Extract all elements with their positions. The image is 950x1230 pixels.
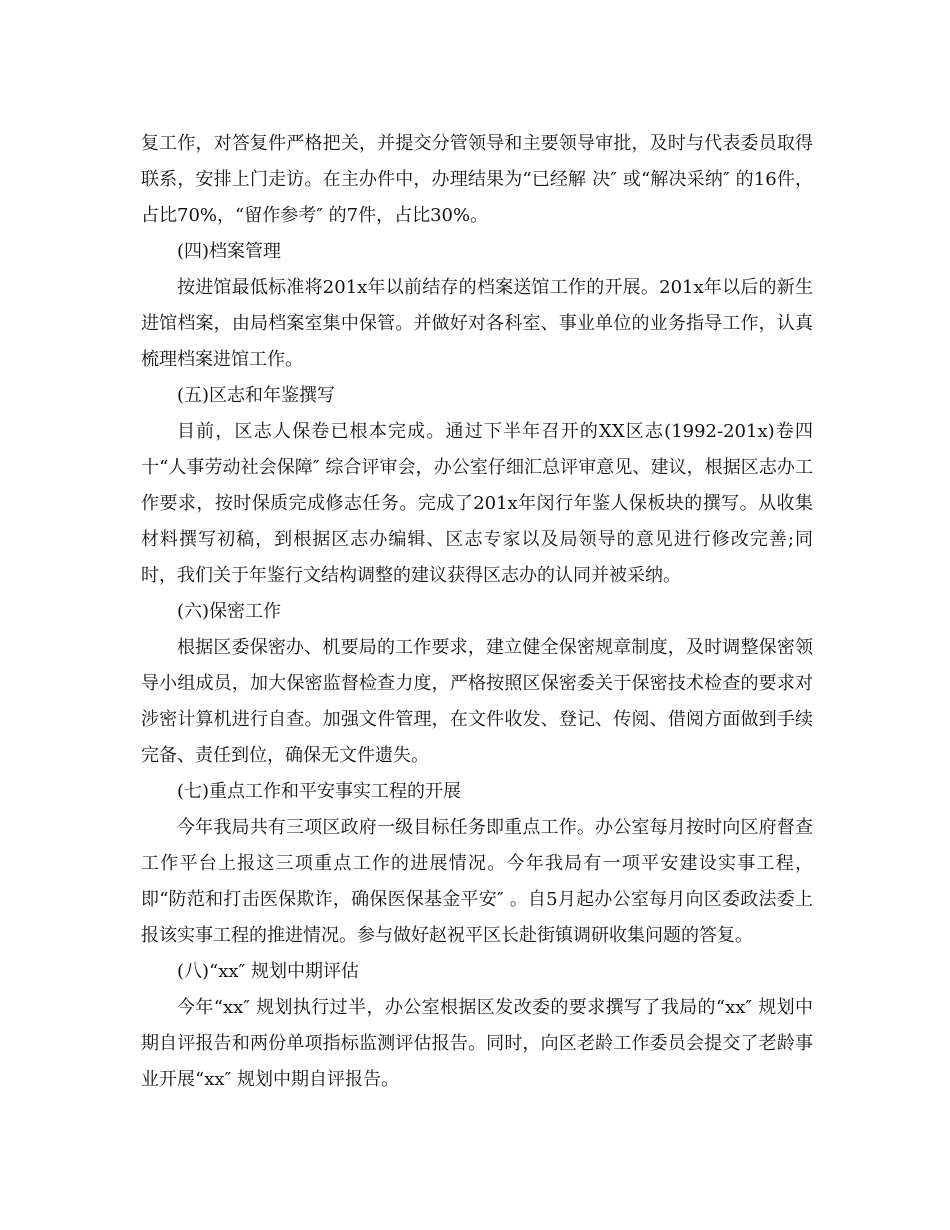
- heading-plan-evaluation: (八)“xx″ 规划中期评估: [177, 961, 359, 982]
- heading-confidentiality: (六)保密工作: [177, 601, 282, 622]
- paragraph-archive-management: 按进馆最低标准将201x年以前结存的档案送馆工作的开展。201x年以后的新生进馆档案，由局档案室集中保管。并做好对各科室、事业单位的业务指导工作，认真梳理档案进馆工作。: [141, 277, 813, 370]
- document-body: [141, 126, 813, 1098]
- heading-key-work: (七)重点工作和平安事实工程的开展: [177, 781, 462, 802]
- paragraph-reply-work: 复工作，对答复件严格把关，并提交分管领导和主要领导审批，及时与代表委员取得联系，安排上门走访。在主办件中，办理结果为“已经解 决″ 或“解决采纳″ 的16件，占比70%，“留作参考″ 的7件，占比30%。: [141, 133, 813, 226]
- paragraph-district-annals: 目前，区志人保卷已根本完成。通过下半年召开的XX区志(1992-201x)卷四十“人事劳动社会保障″ 综合评审会，办公室仔细汇总评审意见、建议，根据区志办工作要求，按时保质完成修志任务。完成了201x年闵行年鉴人保板块的撰写。从收集材料撰写初稿，到根据区志办编辑、区志专家以及局领导的意见进行修改完善;同时，我们关于年鉴行文结构调整的建议获得区志办的认同并被采纳。: [141, 421, 813, 586]
- heading-district-annals: (五)区志和年鉴撰写: [177, 385, 336, 406]
- paragraph-confidentiality: 根据区委保密办、机要局的工作要求，建立健全保密规章制度，及时调整保密领导小组成员，加大保密监督检查力度，严格按照区保密委关于保密技术检查的要求对涉密计算机进行自查。加强文件管理，在文件收发、登记、传阅、借阅方面做到手续完备、责任到位，确保无文件遗失。: [141, 637, 813, 766]
- heading-archive-management: (四)档案管理: [177, 241, 282, 262]
- paragraph-key-work: 今年我局共有三项区政府一级目标任务即重点工作。办公室每月按时向区府督查工作平台上报这三项重点工作的进展情况。今年我局有一项平安建设实事工程，即“防范和打击医保欺诈，确保医保基金平安″ 。自5月起办公室每月向区委政法委上报该实事工程的推进情况。参与做好赵祝平区长赴街镇调研收集问题的答复。: [141, 817, 813, 946]
- paragraph-plan-evaluation: 今年“xx″ 规划执行过半，办公室根据区发改委的要求撰写了我局的“xx″ 规划中期自评报告和两份单项指标监测评估报告。同时，向区老龄工作委员会提交了老龄事业开展“xx″ 规划中期自评报告。: [141, 997, 813, 1090]
